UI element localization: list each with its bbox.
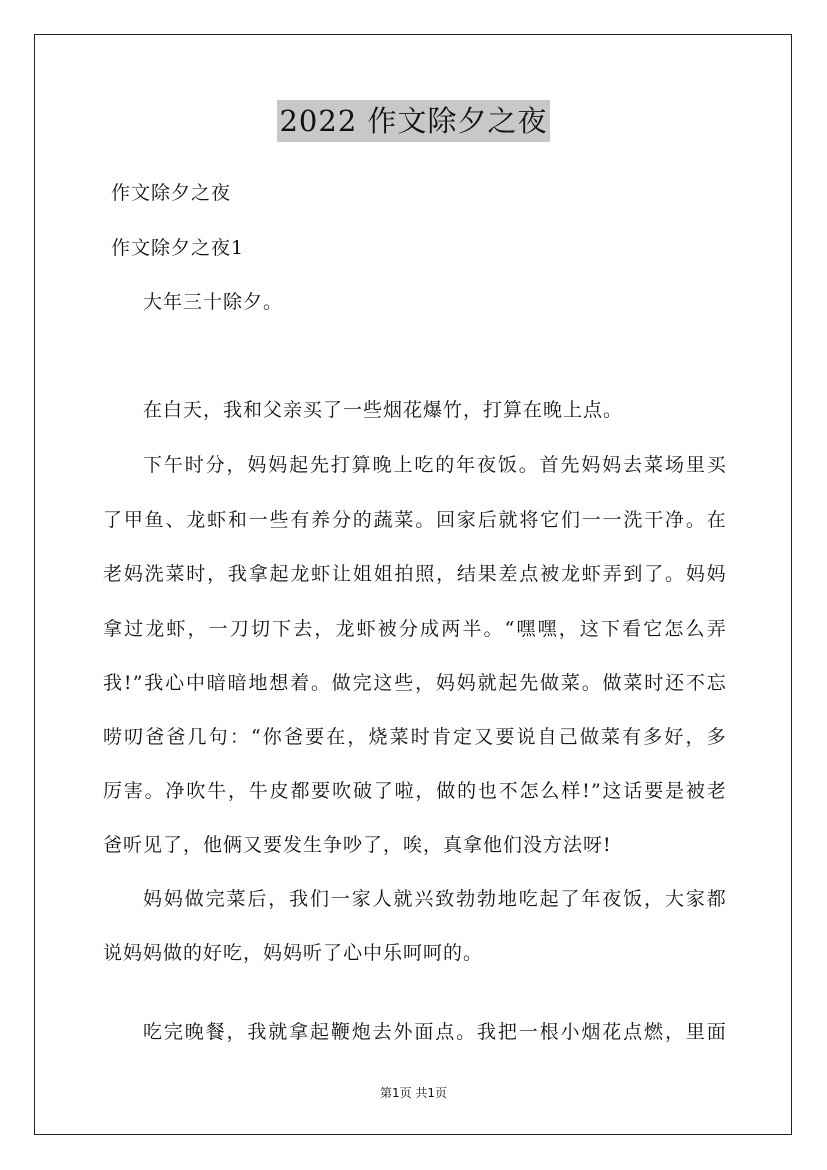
- text-line-paragraph: 在白天，我和父亲买了一些烟花爆竹，打算在晚上点。: [143, 399, 624, 421]
- text-line-paragraph: 下午时分，妈妈起先打算晚上吃的年夜饭。首先妈妈去菜场里买: [143, 454, 727, 476]
- text-line: 我!”我心中暗暗地想着。做完这些，妈妈就起先做菜。做菜时还不忘: [103, 672, 727, 694]
- page-footer: 第1页 共1页: [379, 1086, 448, 1100]
- text-line: 厉害。净吹牛，牛皮都要吹破了啦，做的也不怎么样!”这话要是被老: [103, 780, 727, 802]
- text-line-paragraph: 大年三十除夕。: [143, 291, 284, 313]
- text-line: 说妈妈做的好吃，妈妈听了心中乐呵呵的。: [103, 942, 484, 964]
- text-line: 了甲鱼、龙虾和一些有养分的蔬菜。回家后就将它们一一洗干净。在: [103, 509, 727, 531]
- text-line: 爸听见了，他俩又要发生争吵了，唉，真拿他们没方法呀!: [103, 834, 612, 856]
- text-line: 唠叨爸爸几句：“你爸要在，烧菜时肯定又要说自己做菜有多好，多: [103, 726, 727, 748]
- text-line-paragraph: 吃完晚餐，我就拿起鞭炮去外面点。我把一根小烟花点燃，里面: [143, 1021, 727, 1043]
- title-container: [0, 100, 827, 142]
- text-line: 老妈洗菜时，我拿起龙虾让姐姐拍照，结果差点被龙虾弄到了。妈妈: [103, 563, 727, 585]
- text-line-heading: 作文除夕之夜: [111, 182, 232, 204]
- text-line: 拿过龙虾，一刀切下去，龙虾被分成两半。“嘿嘿，这下看它怎么弄: [103, 618, 727, 640]
- text-line-subheading: 作文除夕之夜1: [111, 237, 245, 259]
- document-title: 2022 作文除夕之夜: [277, 100, 549, 142]
- text-line-paragraph: 妈妈做完菜后，我们一家人就兴致勃勃地吃起了年夜饭，大家都: [143, 888, 727, 910]
